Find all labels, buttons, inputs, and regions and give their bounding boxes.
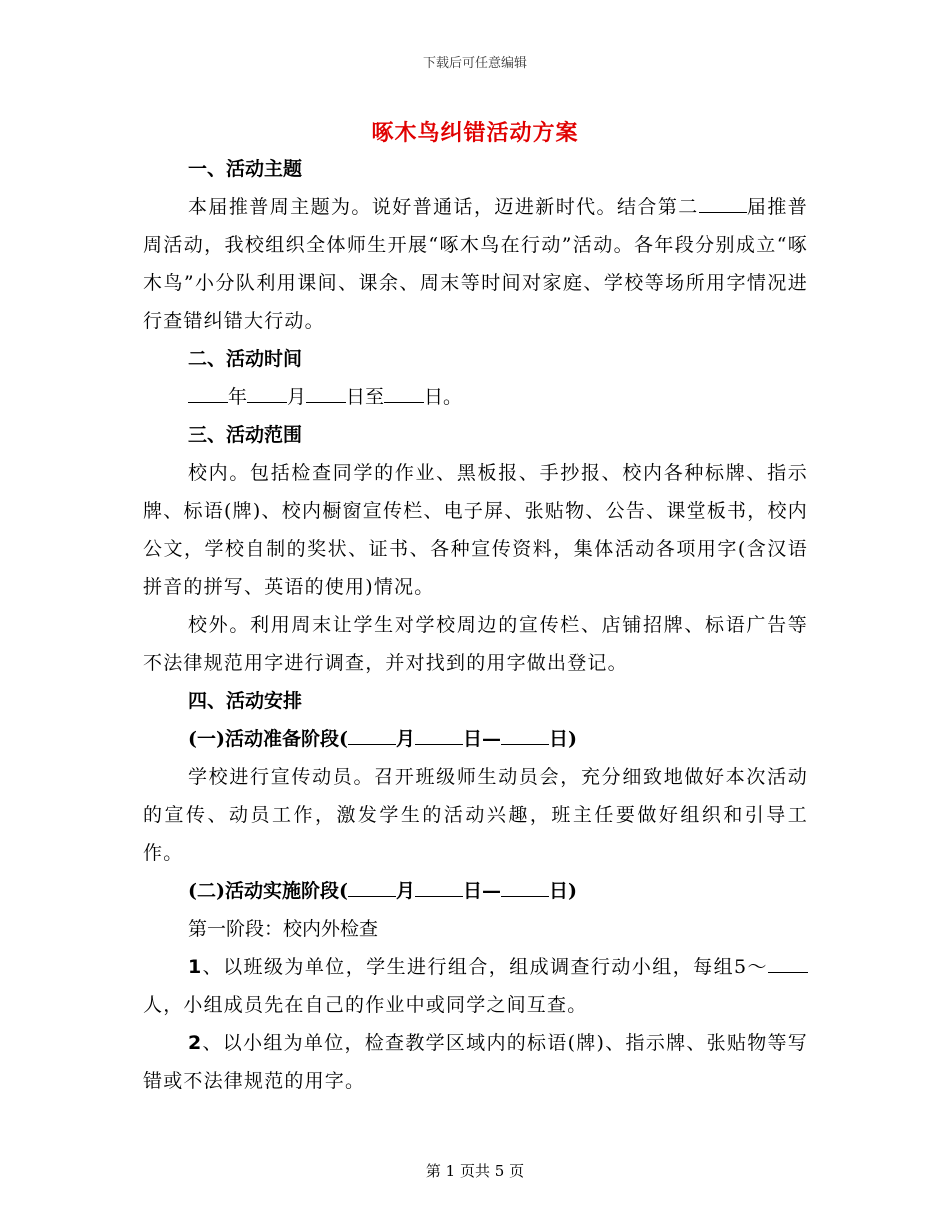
blank-line xyxy=(247,380,287,403)
item-2-number: 2 xyxy=(188,1032,203,1054)
item-1-text-b: 人，小组成员先在自己的作业中或同学之间互查。 xyxy=(143,994,588,1016)
section-2-dates xyxy=(143,378,808,416)
page-footer: 第 1 页共 5 页 xyxy=(425,1162,525,1180)
document-title: 啄木鸟纠错活动方案 xyxy=(371,120,579,146)
blank-line xyxy=(348,722,396,745)
month-label: 月 xyxy=(287,386,307,408)
section-1-text-b: 届推普周活动，我校组织全体师生开展“啄木鸟在行动”活动。各年段分别成立“啄木鸟”小分队利用课间、课余、周末等时间对家庭、学校等场所用字情况进行查错纠错大行动。 xyxy=(143,196,808,332)
section-1-text-a: 本届推普周主题为。说好普通话，迈进新时代。结合第二 xyxy=(188,196,699,218)
section-3-paragraph-1: 校内。包括检查同学的作业、黑板报、手抄报、校内各种标牌、指示牌、标语(牌)、校内橱窗宣传栏、电子屏、张贴物、公告、课堂板书，校内公文，学校自制的奖状、证书、各种宣传资料，集体活动各项用字(含汉语拼音的拼写、英语的使用)情况。 xyxy=(143,462,808,598)
section-3-heading: 三、活动范围 xyxy=(188,424,303,446)
section-4-heading: 四、活动安排 xyxy=(188,690,303,712)
sub-2-end: 日) xyxy=(549,880,578,902)
section-3-paragraph-2: 校外。利用周末让学生对学校周边的宣传栏、店铺招牌、标语广告等不法律规范用字进行调查，并对找到的用字做出登记。 xyxy=(143,614,808,674)
blank-line xyxy=(415,722,463,745)
item-1-paragraph xyxy=(143,948,808,1024)
blank-line xyxy=(188,380,228,403)
item-2-paragraph xyxy=(143,1024,808,1100)
section-4-sub-1-paragraph: 学校进行宣传动员。召开班级师生动员会，充分细致地做好本次活动的宣传、动员工作，激发学生的活动兴趣，班主任要做好组织和引导工作。 xyxy=(143,766,808,864)
sub-1-month: 月 xyxy=(395,728,415,750)
day-end-label: 日。 xyxy=(424,386,463,408)
year-label: 年 xyxy=(228,386,248,408)
blank-line xyxy=(384,380,424,403)
blank-line xyxy=(501,874,549,897)
sub-1-prefix: (一)活动准备阶段( xyxy=(188,728,348,750)
sub-2-month: 月 xyxy=(395,880,415,902)
stage-1-label: 第一阶段：校内外检查 xyxy=(188,918,379,940)
sub-2-prefix: (二)活动实施阶段( xyxy=(188,880,348,902)
blank-line xyxy=(699,190,747,213)
day-to-label: 日至 xyxy=(346,386,385,408)
sub-2-day: 日— xyxy=(463,880,502,902)
sub-1-day: 日— xyxy=(463,728,502,750)
section-2-heading: 二、活动时间 xyxy=(188,348,303,370)
blank-line xyxy=(348,874,396,897)
section-4-sub-1-heading xyxy=(143,720,808,758)
section-1-paragraph xyxy=(143,188,808,340)
section-1-heading: 一、活动主题 xyxy=(188,158,303,180)
item-1-text-a: 、以班级为单位，学生进行组合，组成调查行动小组，每组5～ xyxy=(202,956,768,978)
item-2-text: 、以小组为单位，检查教学区域内的标语(牌)、指示牌、张贴物等写错或不法律规范的用字。 xyxy=(143,1032,808,1092)
blank-line xyxy=(501,722,549,745)
blank-line xyxy=(415,874,463,897)
document-body xyxy=(143,150,808,1100)
blank-line xyxy=(768,950,808,973)
sub-1-end: 日) xyxy=(549,728,578,750)
section-4-sub-2-heading xyxy=(143,872,808,910)
item-1-number: 1 xyxy=(188,956,203,978)
blank-line xyxy=(306,380,346,403)
page-header: 下载后可任意编辑 xyxy=(422,56,527,71)
